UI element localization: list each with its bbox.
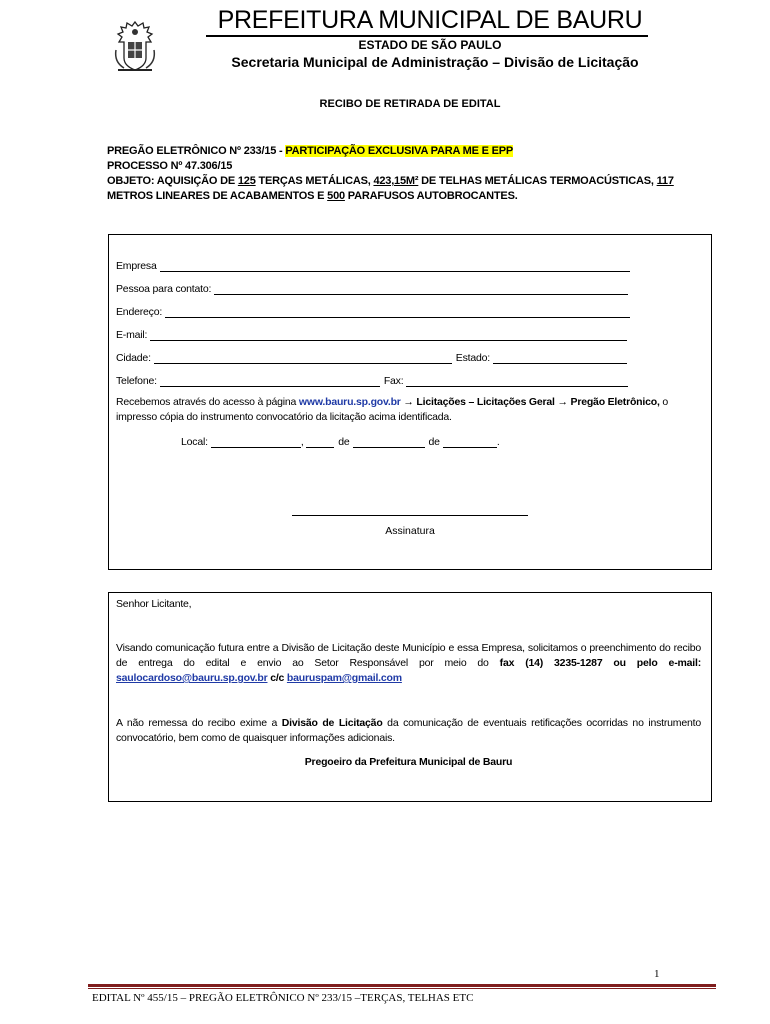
- pregao-line: [107, 144, 722, 159]
- empresa-line[interactable]: [160, 262, 630, 272]
- document-title: RECIBO DE RETIRADA DE EDITAL: [319, 98, 501, 110]
- title-underline: [206, 35, 648, 37]
- email-line[interactable]: [150, 331, 627, 341]
- contato-line[interactable]: [214, 285, 628, 295]
- exclusive-participation-highlight: PARTICIPAÇÃO EXCLUSIVA PARA ME E EPP: [285, 145, 514, 157]
- cc-label: c/c: [267, 672, 287, 684]
- receipt-text: o impresso cópia do instrumento convocatório da licitação acima identificada.: [116, 396, 669, 423]
- division-name: Divisão de Licitação: [281, 717, 383, 729]
- objeto-part: METROS LINEARES DE ACABAMENTOS E: [107, 190, 328, 202]
- endereco-line[interactable]: [165, 308, 630, 318]
- page-title: PREFEITURA MUNICIPAL DE BAURU: [217, 6, 643, 34]
- state-subtitle: ESTADO DE SÃO PAULO: [358, 38, 502, 52]
- receipt-text: Recebemos através do acesso à página: [116, 396, 299, 408]
- estado-label: Estado:: [455, 352, 491, 364]
- website-path: → Licitações – Licitações Geral → Pregão Eletrônico,: [400, 396, 660, 408]
- objeto-part: OBJETO: AQUISIÇÃO DE: [107, 175, 238, 187]
- cidade-line[interactable]: [154, 354, 452, 364]
- month-line[interactable]: [353, 438, 425, 448]
- email-field[interactable]: [116, 327, 627, 341]
- notice-box: [108, 592, 712, 802]
- contact-info: fax (14) 3235-1287 ou pelo e-mail:: [499, 657, 702, 669]
- footer-text: EDITAL Nº 455/15 – PREGÃO ELETRÔNICO Nº 233/15 –TERÇAS, TELHAS ETC: [92, 992, 474, 1004]
- department-subtitle: Secretaria Municipal de Administração – Divisão de Licitação: [231, 54, 639, 70]
- receipt-statement: [116, 395, 701, 425]
- pregao-number: PREGÃO ELETRÔNICO Nº 233/15 -: [107, 145, 286, 157]
- objeto-part: PARAFUSOS AUTOBROCANTES.: [344, 190, 518, 202]
- de-label: de: [428, 436, 440, 448]
- contato-label: Pessoa para contato:: [116, 283, 212, 295]
- objeto-text: [107, 174, 722, 204]
- website-link[interactable]: www.bauru.sp.gov.br: [298, 396, 401, 408]
- signature-label: Assinatura: [385, 525, 435, 537]
- telefone-line[interactable]: [160, 377, 380, 387]
- email-link[interactable]: bauruspam@gmail.com: [286, 672, 402, 684]
- fax-line[interactable]: [406, 377, 628, 387]
- notice-text: Visando comunicação futura entre a Divisão de Licitação deste Município e essa Empresa, solicitamos o preenchimento do recibo de entrega do edital e envio ao Setor Responsável por meio do: [116, 642, 701, 669]
- endereco-label: Endereço:: [116, 306, 163, 318]
- empresa-label: Empresa: [116, 260, 157, 272]
- year-line[interactable]: [443, 438, 497, 448]
- day-line[interactable]: [306, 438, 334, 448]
- footer-rule: [88, 984, 716, 987]
- local-label: Local:: [181, 436, 208, 448]
- signoff: Pregoeiro da Prefeitura Municipal de Bauru: [304, 756, 513, 768]
- bid-info: [107, 144, 722, 204]
- empresa-field[interactable]: [116, 258, 630, 272]
- telefone-label: Telefone:: [116, 375, 157, 387]
- processo-line: PROCESSO Nº 47.306/15: [107, 160, 233, 172]
- notice-text: A não remessa do recibo exime a: [116, 717, 282, 729]
- cidade-field[interactable]: [116, 350, 627, 364]
- local-line[interactable]: [211, 438, 301, 448]
- signature-line[interactable]: [292, 515, 528, 516]
- qty-telhas: 423,15M²: [373, 175, 419, 187]
- email-link[interactable]: saulocardoso@bauru.sp.gov.br: [116, 672, 268, 684]
- telefone-field[interactable]: [116, 373, 628, 387]
- contato-field[interactable]: [116, 281, 628, 295]
- fax-label: Fax:: [383, 375, 404, 387]
- page-number: 1: [654, 968, 660, 980]
- objeto-part: TERÇAS METÁLICAS,: [255, 175, 374, 187]
- notice-paragraph-1: [116, 641, 701, 686]
- qty-tercas: 125: [237, 175, 256, 187]
- notice-paragraph-2: [116, 716, 701, 746]
- cidade-label: Cidade:: [116, 352, 151, 364]
- footer-rule: [88, 988, 716, 989]
- notice-text: da comunicação de eventuais retificações ocorridas no instrumento convocatório, bem como de quaisquer informações adicionais.: [116, 717, 701, 744]
- email-label: E-mail:: [116, 329, 148, 341]
- receipt-form: [108, 234, 712, 570]
- estado-line[interactable]: [493, 354, 627, 364]
- endereco-field[interactable]: [116, 304, 630, 318]
- de-label: de: [338, 436, 350, 448]
- objeto-part: DE TELHAS METÁLICAS TERMOACÚSTICAS,: [418, 175, 657, 187]
- greeting: Senhor Licitante,: [116, 598, 192, 610]
- qty-parafusos: 500: [327, 190, 345, 202]
- local-date-field[interactable]: Local: , de de .: [181, 436, 500, 448]
- qty-metros: 117: [656, 175, 674, 187]
